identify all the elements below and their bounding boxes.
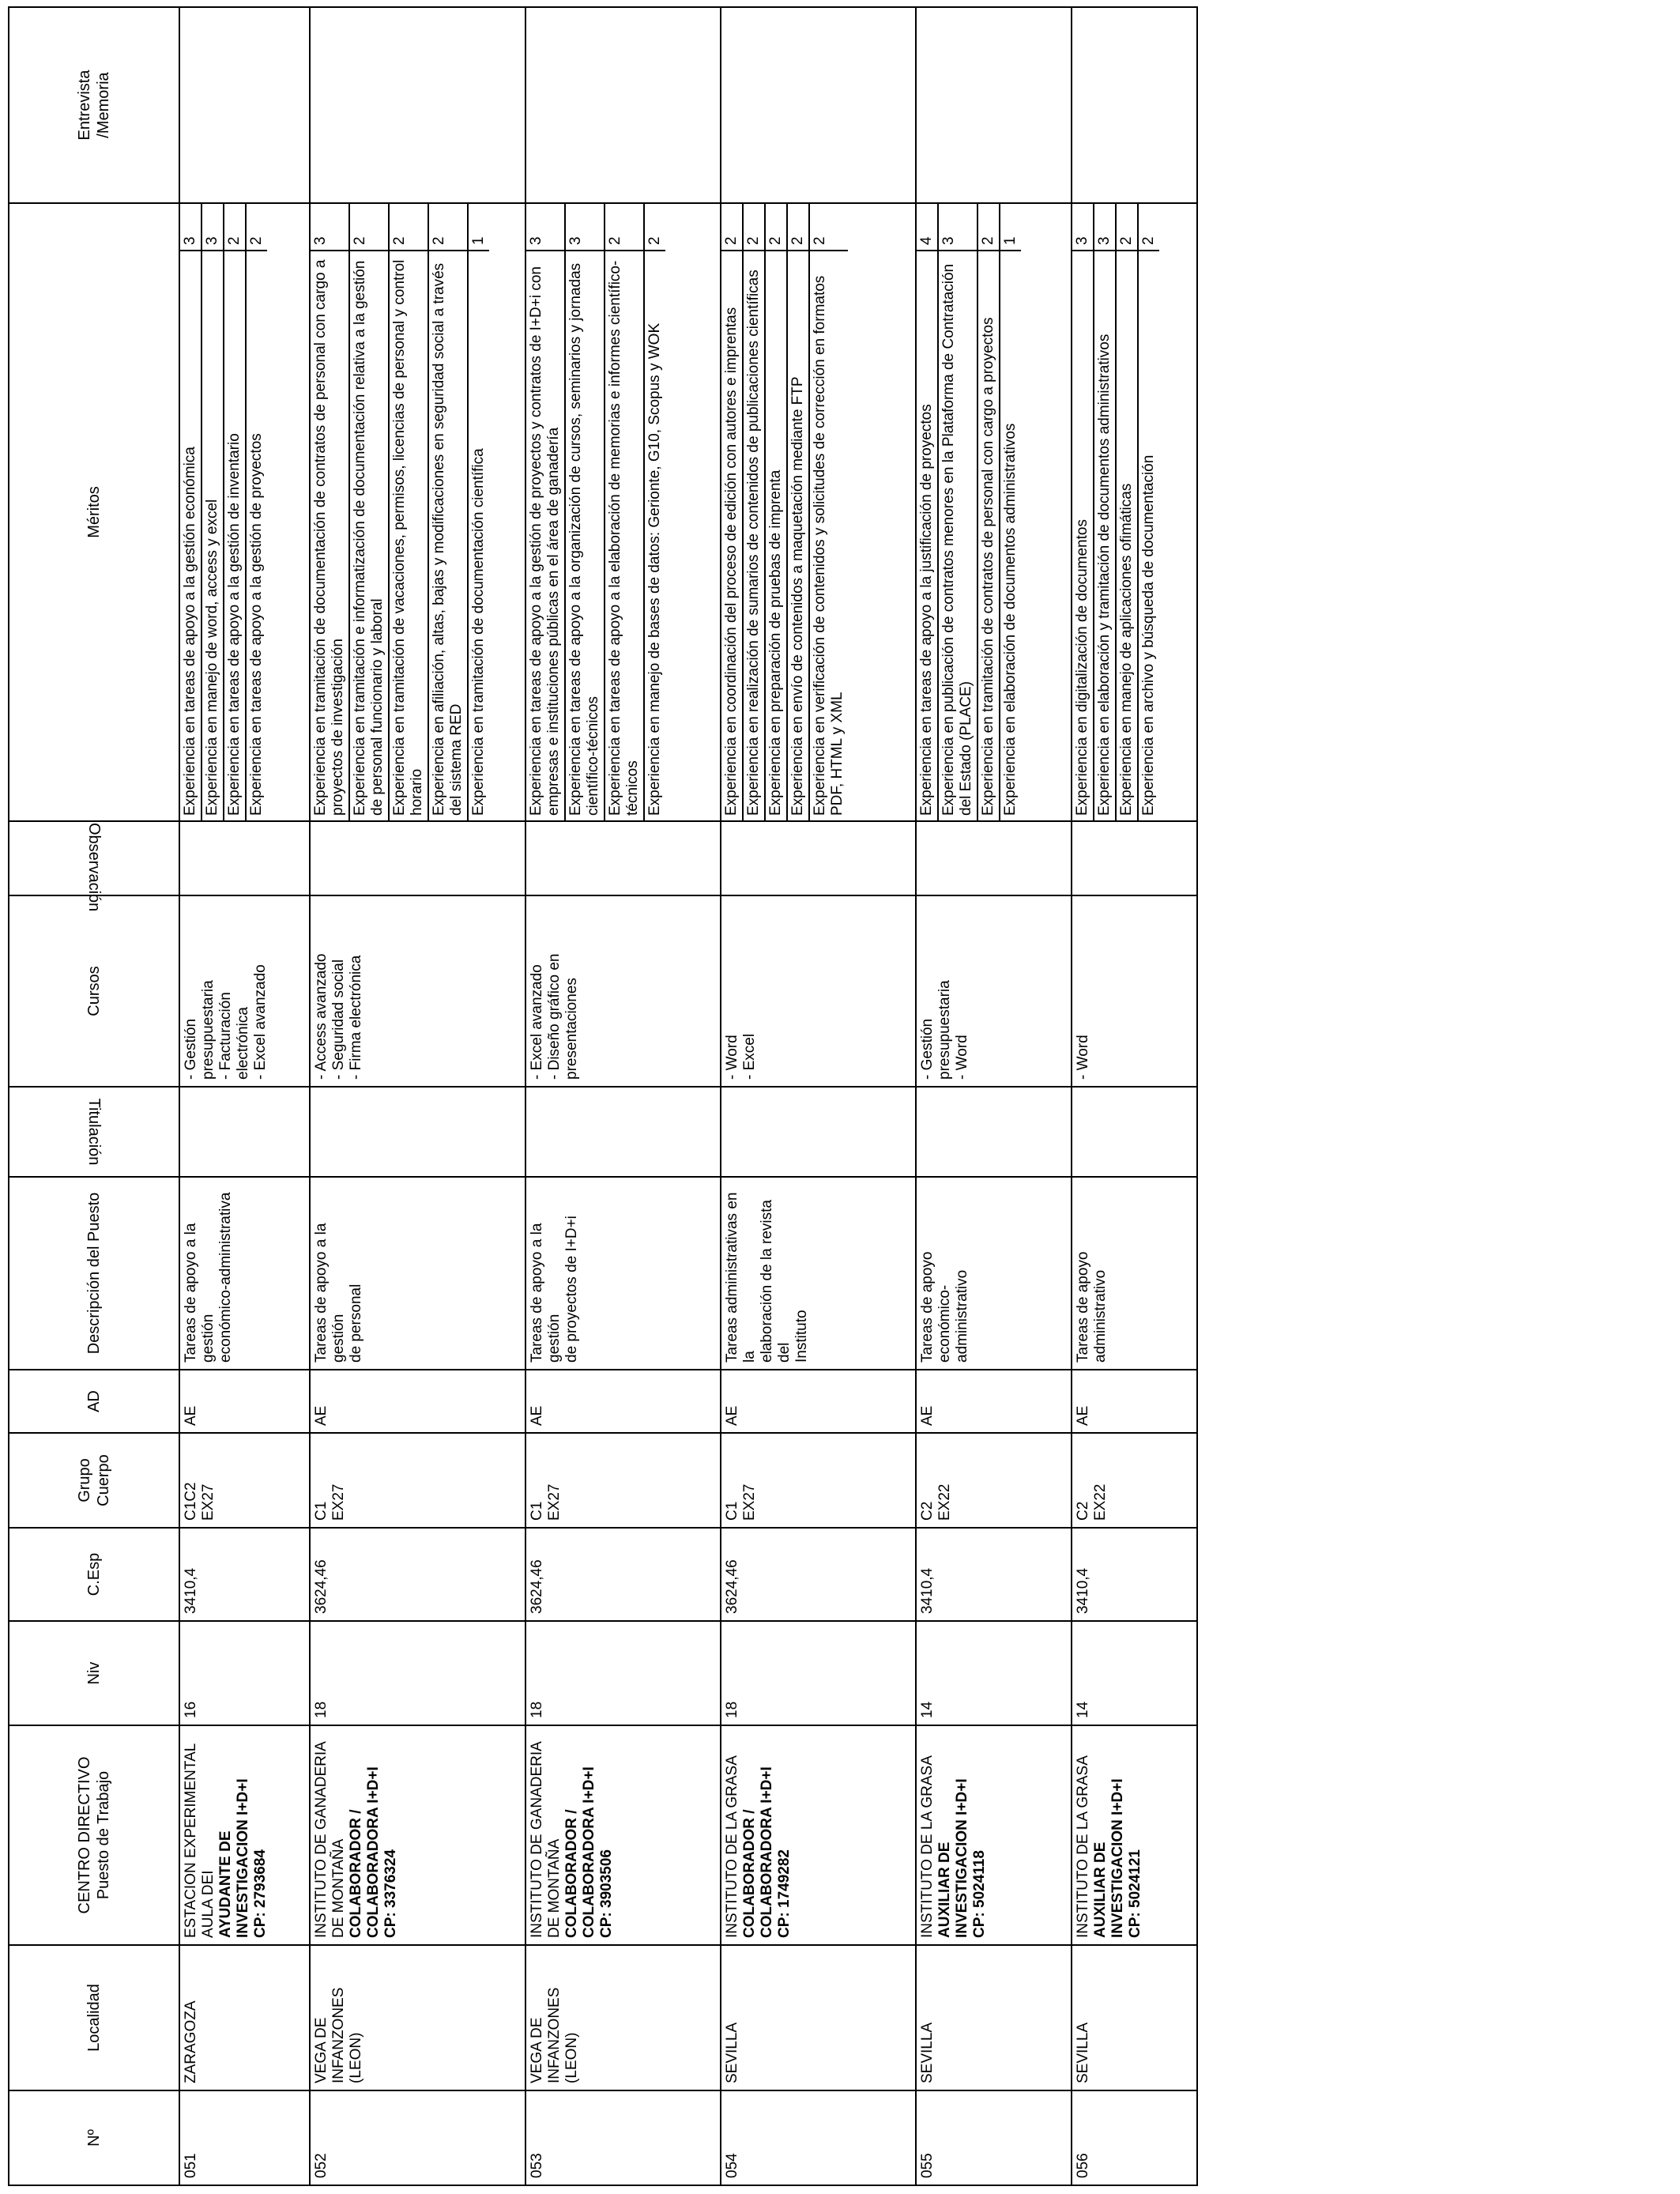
merito-text: Experiencia en preparación de pruebas de imprenta: [765, 251, 787, 820]
table-row: [310, 7, 525, 2185]
row-num: 054: [721, 2090, 916, 2185]
row-titulacion: [916, 1087, 1072, 1177]
row-localidad: SEVILLA: [1072, 1945, 1197, 2090]
merito-points: 4: [917, 204, 938, 251]
row-descripcion: Tareas de apoyo a la gestión de proyectos de I+D+i: [525, 1177, 721, 1370]
row-titulacion: [310, 1087, 525, 1177]
row-cesp: 3624,46: [721, 1528, 916, 1621]
row-observacion: [1072, 821, 1197, 895]
meritos-list: [721, 204, 848, 820]
row-centro-puesto: [916, 1725, 1072, 1945]
row-descripcion: Tareas de apoyo económico- administrativo: [916, 1177, 1072, 1370]
row-cursos: - Word: [1072, 895, 1197, 1087]
merito-points: 2: [977, 204, 1000, 251]
row-puesto: AYUDANTE DE INVESTIGACION I+D+I CP: 2793684: [217, 1778, 269, 1938]
row-centro: INSTITUTO DE LA GRASA: [919, 1755, 936, 1938]
header-row: [9, 7, 179, 2185]
table-row: [525, 7, 721, 2185]
merito-points: 1: [468, 204, 489, 251]
row-ad: AE: [310, 1370, 525, 1433]
merito-points: 3: [202, 204, 224, 251]
row-grupo: C1C2 EX27: [179, 1433, 310, 1528]
row-entrevista: [525, 7, 721, 203]
merito-points: 1: [1000, 204, 1021, 251]
merito-item: [202, 204, 224, 820]
merito-item: [389, 204, 428, 820]
row-entrevista: [1072, 7, 1197, 203]
row-cursos: - Excel avanzado - Diseño gráfico en presentaciones: [525, 895, 721, 1087]
merito-points: 2: [809, 204, 848, 251]
merito-item: [644, 204, 665, 820]
header-centro: CENTRO DIRECTIVO Puesto de Trabajo: [9, 1725, 179, 1945]
row-centro: ESTACION EXPERIMENTAL AULA DEI: [183, 1743, 217, 1938]
merito-item: [224, 204, 246, 820]
row-localidad: ZARAGOZA: [179, 1945, 310, 2090]
row-puesto: COLABORADOR / COLABORADORA I+D+I CP: 3903506: [563, 1766, 615, 1938]
merito-points: 3: [938, 204, 977, 251]
row-meritos: [179, 203, 310, 821]
row-centro: INSTITUTO DE GANADERIA DE MONTAÑA: [313, 1741, 347, 1938]
row-entrevista: [179, 7, 310, 203]
merito-points: 2: [428, 204, 468, 251]
row-centro-puesto: [1072, 1725, 1197, 1945]
row-localidad: VEGA DE INFANZONES (LEON): [525, 1945, 721, 2090]
row-grupo: C1 EX27: [721, 1433, 916, 1528]
merito-item: [1116, 204, 1138, 820]
header-titulacion: Titulación: [9, 1087, 179, 1177]
merito-points: 2: [349, 204, 389, 251]
row-ad: AE: [721, 1370, 916, 1433]
row-observacion: [179, 821, 310, 895]
row-grupo: C1 EX27: [525, 1433, 721, 1528]
row-niv: 14: [1072, 1621, 1197, 1725]
merito-points: 2: [224, 204, 246, 251]
merito-text: Experiencia en manejo de bases de datos: Gerionte, G10, Scopus y WOK: [646, 322, 663, 816]
header-meritos: Méritos: [9, 203, 179, 821]
row-num: 051: [179, 2090, 310, 2185]
merito-text: Experiencia en verificación de contenidos y solicitudes de corrección en formatos PDF, HTML y XML: [812, 275, 846, 816]
merito-text: Experiencia en digitalización de documentos: [1072, 251, 1094, 820]
row-grupo: C2 EX22: [1072, 1433, 1197, 1528]
row-meritos: [310, 203, 525, 821]
merito-item: [765, 204, 787, 820]
header-localidad: Localidad: [9, 1945, 179, 2090]
row-observacion: [721, 821, 916, 895]
row-cursos: - Access avanzado - Seguridad social - Firma electrónica: [310, 895, 525, 1087]
rotated-page: [8, 8, 1193, 2186]
merito-text: Experiencia en elaboración de documentos administrativos: [1002, 423, 1019, 816]
merito-item: [526, 204, 565, 820]
merito-points: 3: [180, 204, 202, 251]
row-puesto: AUXILIAR DE INVESTIGACION I+D+I CP: 5024118: [936, 1778, 988, 1938]
merito-item: [977, 204, 1000, 820]
row-niv: 18: [310, 1621, 525, 1725]
merito-text: Experiencia en tareas de apoyo a la gestión económica: [180, 251, 202, 820]
row-descripcion: Tareas administrativas en la elaboración de la revista del Instituto: [721, 1177, 916, 1370]
row-centro-puesto: [310, 1725, 525, 1945]
merito-text: Experiencia en afiliación, altas, bajas y modificaciones en seguridad social a través del sistema RED: [428, 251, 468, 820]
merito-text: Experiencia en manejo de word, access y excel: [202, 251, 224, 820]
merito-item: [428, 204, 468, 820]
merito-points: 2: [605, 204, 644, 251]
table-row: [1072, 7, 1197, 2185]
row-cesp: 3410,4: [1072, 1528, 1197, 1621]
merito-text: Experiencia en tareas de apoyo a la organización de cursos, seminarios y jornadas científico-técnicos: [565, 251, 605, 820]
row-cesp: 3410,4: [179, 1528, 310, 1621]
header-num: Nº: [9, 2090, 179, 2185]
merito-points: 2: [644, 204, 665, 251]
row-num: 052: [310, 2090, 525, 2185]
row-observacion: [916, 821, 1072, 895]
merito-points: 3: [1094, 204, 1116, 251]
row-cesp: 3624,46: [525, 1528, 721, 1621]
meritos-list: [180, 204, 267, 820]
merito-item: [743, 204, 765, 820]
merito-points: 2: [787, 204, 809, 251]
merito-item: [721, 204, 743, 820]
row-meritos: [721, 203, 916, 821]
merito-item: [468, 204, 489, 820]
merito-points: 2: [743, 204, 765, 251]
merito-text: Experiencia en tareas de apoyo a la gestión de proyectos: [248, 433, 265, 816]
merito-item: [246, 204, 267, 820]
row-titulacion: [525, 1087, 721, 1177]
row-num: 055: [916, 2090, 1072, 2185]
row-grupo: C2 EX22: [916, 1433, 1072, 1528]
merito-item: [1094, 204, 1116, 820]
row-cesp: 3410,4: [916, 1528, 1072, 1621]
meritos-list: [311, 204, 489, 820]
row-entrevista: [721, 7, 916, 203]
merito-points: 2: [1116, 204, 1138, 251]
row-descripcion: Tareas de apoyo administrativo: [1072, 1177, 1197, 1370]
merito-points: 2: [246, 204, 267, 251]
row-grupo: C1 EX27: [310, 1433, 525, 1528]
merito-text: Experiencia en tramitación de vacaciones, permisos, licencias de personal y control horario: [389, 251, 428, 820]
merito-item: [938, 204, 977, 820]
merito-item: [1000, 204, 1021, 820]
table-row: [916, 7, 1072, 2185]
header-descripcion: Descripción del Puesto: [9, 1177, 179, 1370]
merito-text: Experiencia en manejo de aplicaciones ofimáticas: [1116, 251, 1138, 820]
meritos-list: [917, 204, 1021, 820]
row-puesto: COLABORADOR / COLABORADORA I+D+I CP: 3376324: [348, 1766, 399, 1938]
merito-points: 3: [565, 204, 605, 251]
header-observacion: Observación: [9, 821, 179, 895]
header-entrevista: Entrevista /Memoria: [9, 7, 179, 203]
merito-item: [180, 204, 202, 820]
merito-points: 3: [311, 204, 349, 251]
header-niv: Niv: [9, 1621, 179, 1725]
row-observacion: [525, 821, 721, 895]
row-meritos: [525, 203, 721, 821]
merito-item: [917, 204, 938, 820]
row-centro-puesto: [179, 1725, 310, 1945]
merito-text: Experiencia en tareas de apoyo a la elaboración de memorias e informes científico-técnicos: [605, 251, 644, 820]
row-entrevista: [916, 7, 1072, 203]
row-niv: 18: [721, 1621, 916, 1725]
row-centro: INSTITUTO DE GANADERIA DE MONTAÑA: [529, 1741, 563, 1938]
merito-text: Experiencia en realización de sumarios de contenidos de publicaciones científicas: [743, 251, 765, 820]
row-descripcion: Tareas de apoyo a la gestión de personal: [310, 1177, 525, 1370]
merito-item: [809, 204, 848, 820]
merito-text: Experiencia en tramitación de documentación científica: [470, 448, 487, 816]
table-row: [179, 7, 310, 2185]
row-num: 053: [525, 2090, 721, 2185]
row-cesp: 3624,46: [310, 1528, 525, 1621]
row-titulacion: [179, 1087, 310, 1177]
merito-item: [311, 204, 349, 820]
meritos-list: [526, 204, 665, 820]
header-cursos: Cursos: [9, 895, 179, 1087]
merito-item: [787, 204, 809, 820]
merito-points: 3: [1072, 204, 1094, 251]
merito-item: [565, 204, 605, 820]
merito-text: Experiencia en tramitación de documentación de contratos de personal con cargo a proyectos de investigación: [311, 251, 349, 820]
merito-text: Experiencia en tramitación de contratos de personal con cargo a proyectos: [977, 251, 1000, 820]
row-puesto: COLABORADOR / COLABORADORA I+D+I CP: 1749282: [741, 1766, 793, 1938]
merito-text: Experiencia en tramitación e informatización de documentación relativa a la gestión de personal funcionario y laboral: [349, 251, 389, 820]
row-meritos: [1072, 203, 1197, 821]
vacancies-table: [8, 6, 1198, 2186]
meritos-list: [1072, 204, 1159, 820]
header-grupo: Grupo Cuerpo: [9, 1433, 179, 1528]
table-row: [721, 7, 916, 2185]
merito-text: Experiencia en archivo y búsqueda de documentación: [1140, 454, 1157, 816]
row-entrevista: [310, 7, 525, 203]
row-ad: AE: [525, 1370, 721, 1433]
merito-points: 3: [526, 204, 565, 251]
row-observacion: [310, 821, 525, 895]
row-ad: AE: [179, 1370, 310, 1433]
row-num: 056: [1072, 2090, 1197, 2185]
merito-text: Experiencia en envío de contenidos a maquetación mediante FTP: [787, 251, 809, 820]
row-centro: INSTITUTO DE LA GRASA: [724, 1755, 740, 1938]
merito-text: Experiencia en elaboración y tramitación de documentos administrativos: [1094, 251, 1116, 820]
row-niv: 18: [525, 1621, 721, 1725]
merito-text: Experiencia en coordinación del proceso de edición con autores e imprentas: [721, 251, 743, 820]
merito-item: [1138, 204, 1159, 820]
row-cursos: - Word - Excel: [721, 895, 916, 1087]
merito-item: [605, 204, 644, 820]
row-descripcion: Tareas de apoyo a la gestión económico-administrativa: [179, 1177, 310, 1370]
header-cesp: C.Esp: [9, 1528, 179, 1621]
table-body: [179, 7, 1197, 2185]
row-localidad: SEVILLA: [916, 1945, 1072, 2090]
merito-text: Experiencia en tareas de apoyo a la gestión de proyectos y contratos de I+D+i con empresas e instituciones públicas en el área de ganadería: [526, 251, 565, 820]
row-niv: 14: [916, 1621, 1072, 1725]
row-ad: AE: [916, 1370, 1072, 1433]
row-meritos: [916, 203, 1072, 821]
row-centro: INSTITUTO DE LA GRASA: [1075, 1755, 1091, 1938]
merito-text: Experiencia en publicación de contratos menores en la Plataforma de Contratación del Estado (PLACE): [938, 251, 977, 820]
row-localidad: SEVILLA: [721, 1945, 916, 2090]
row-ad: AE: [1072, 1370, 1197, 1433]
header-ad: AD: [9, 1370, 179, 1433]
merito-points: 2: [765, 204, 787, 251]
row-localidad: VEGA DE INFANZONES (LEON): [310, 1945, 525, 2090]
row-niv: 16: [179, 1621, 310, 1725]
row-centro-puesto: [525, 1725, 721, 1945]
merito-item: [1072, 204, 1094, 820]
row-cursos: - Gestión presupuestaria - Facturación electrónica - Excel avanzado: [179, 895, 310, 1087]
row-puesto: AUXILIAR DE INVESTIGACION I+D+I CP: 5024121: [1092, 1778, 1143, 1938]
merito-points: 2: [389, 204, 428, 251]
row-titulacion: [1072, 1087, 1197, 1177]
row-centro-puesto: [721, 1725, 916, 1945]
row-titulacion: [721, 1087, 916, 1177]
merito-item: [349, 204, 389, 820]
merito-text: Experiencia en tareas de apoyo a la justificación de proyectos: [917, 251, 938, 820]
merito-text: Experiencia en tareas de apoyo a la gestión de inventario: [224, 251, 246, 820]
merito-points: 2: [1138, 204, 1159, 251]
merito-points: 2: [721, 204, 743, 251]
row-cursos: - Gestión presupuestaria - Word: [916, 895, 1072, 1087]
